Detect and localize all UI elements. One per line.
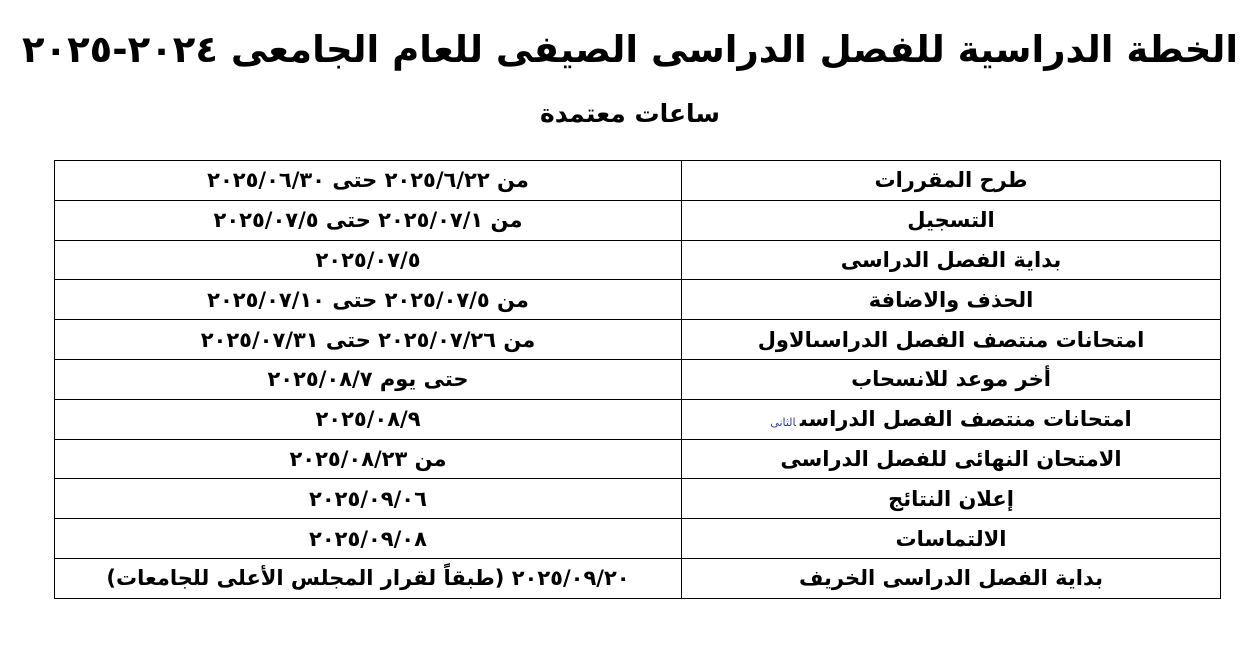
- schedule-table: [54, 160, 1221, 599]
- date-cell: من ٢٠٢٥/٠٧/٥ حتى ٢٠٢٥/٠٧/١٠: [55, 280, 682, 320]
- table-row: [55, 479, 1221, 519]
- table-row: [55, 161, 1221, 201]
- date-cell: من ٢٠٢٥/٦/٢٢ حتى ٢٠٢٥/٠٦/٣٠: [55, 161, 682, 201]
- event-cell: الامتحان النهائى للفصل الدراسى: [682, 439, 1221, 479]
- event-cell: الالتماسات: [682, 519, 1221, 559]
- event-cell: الحذف والاضافة: [682, 280, 1221, 320]
- table-row: [55, 280, 1221, 320]
- date-cell: ٢٠٢٥/٠٧/٥: [55, 240, 682, 280]
- event-cell: طرح المقررات: [682, 161, 1221, 201]
- date-cell: ٢٠٢٥/٠٩/٠٨: [55, 519, 682, 559]
- event-label: امتحانات منتصف الفصل الدراسى: [799, 407, 1132, 432]
- table-row: [55, 558, 1221, 598]
- table-row: [55, 320, 1221, 360]
- page-title: الخطة الدراسية للفصل الدراسى الصيفى للعام الجامعى ٢٠٢٤-٢٠٢٥: [21, 28, 1239, 71]
- date-cell: حتى يوم ٢٠٢٥/٠٨/٧: [55, 359, 682, 399]
- event-cell: امتحانات منتصف الفصل الدراسىالاول: [682, 320, 1221, 360]
- table-row: [55, 439, 1221, 479]
- table-row: [55, 359, 1221, 399]
- table-row: [55, 399, 1221, 439]
- table-row: [55, 200, 1221, 240]
- event-cell: أخر موعد للانسحاب: [682, 359, 1221, 399]
- date-cell: ٢٠٢٥/٠٩/٢٠ (طبقاً لقرار المجلس الأعلى للجامعات): [55, 558, 682, 598]
- table-row: [55, 240, 1221, 280]
- date-cell: من ٢٠٢٥/٠٨/٢٣: [55, 439, 682, 479]
- event-cell: بداية الفصل الدراسى الخريف: [682, 558, 1221, 598]
- date-cell: من ٢٠٢٥/٠٧/١ حتى ٢٠٢٥/٠٧/٥: [55, 200, 682, 240]
- date-cell: ٢٠٢٥/٠٨/٩: [55, 399, 682, 439]
- event-label-note: الثانى: [770, 416, 796, 430]
- date-cell: ٢٠٢٥/٠٩/٠٦: [55, 479, 682, 519]
- event-cell: التسجيل: [682, 200, 1221, 240]
- event-cell: بداية الفصل الدراسى: [682, 240, 1221, 280]
- date-cell: من ٢٠٢٥/٠٧/٢٦ حتى ٢٠٢٥/٠٧/٣١: [55, 320, 682, 360]
- page-subtitle: ساعات معتمدة: [539, 99, 721, 128]
- event-cell: [682, 399, 1221, 439]
- event-cell: إعلان النتائج: [682, 479, 1221, 519]
- table-row: [55, 519, 1221, 559]
